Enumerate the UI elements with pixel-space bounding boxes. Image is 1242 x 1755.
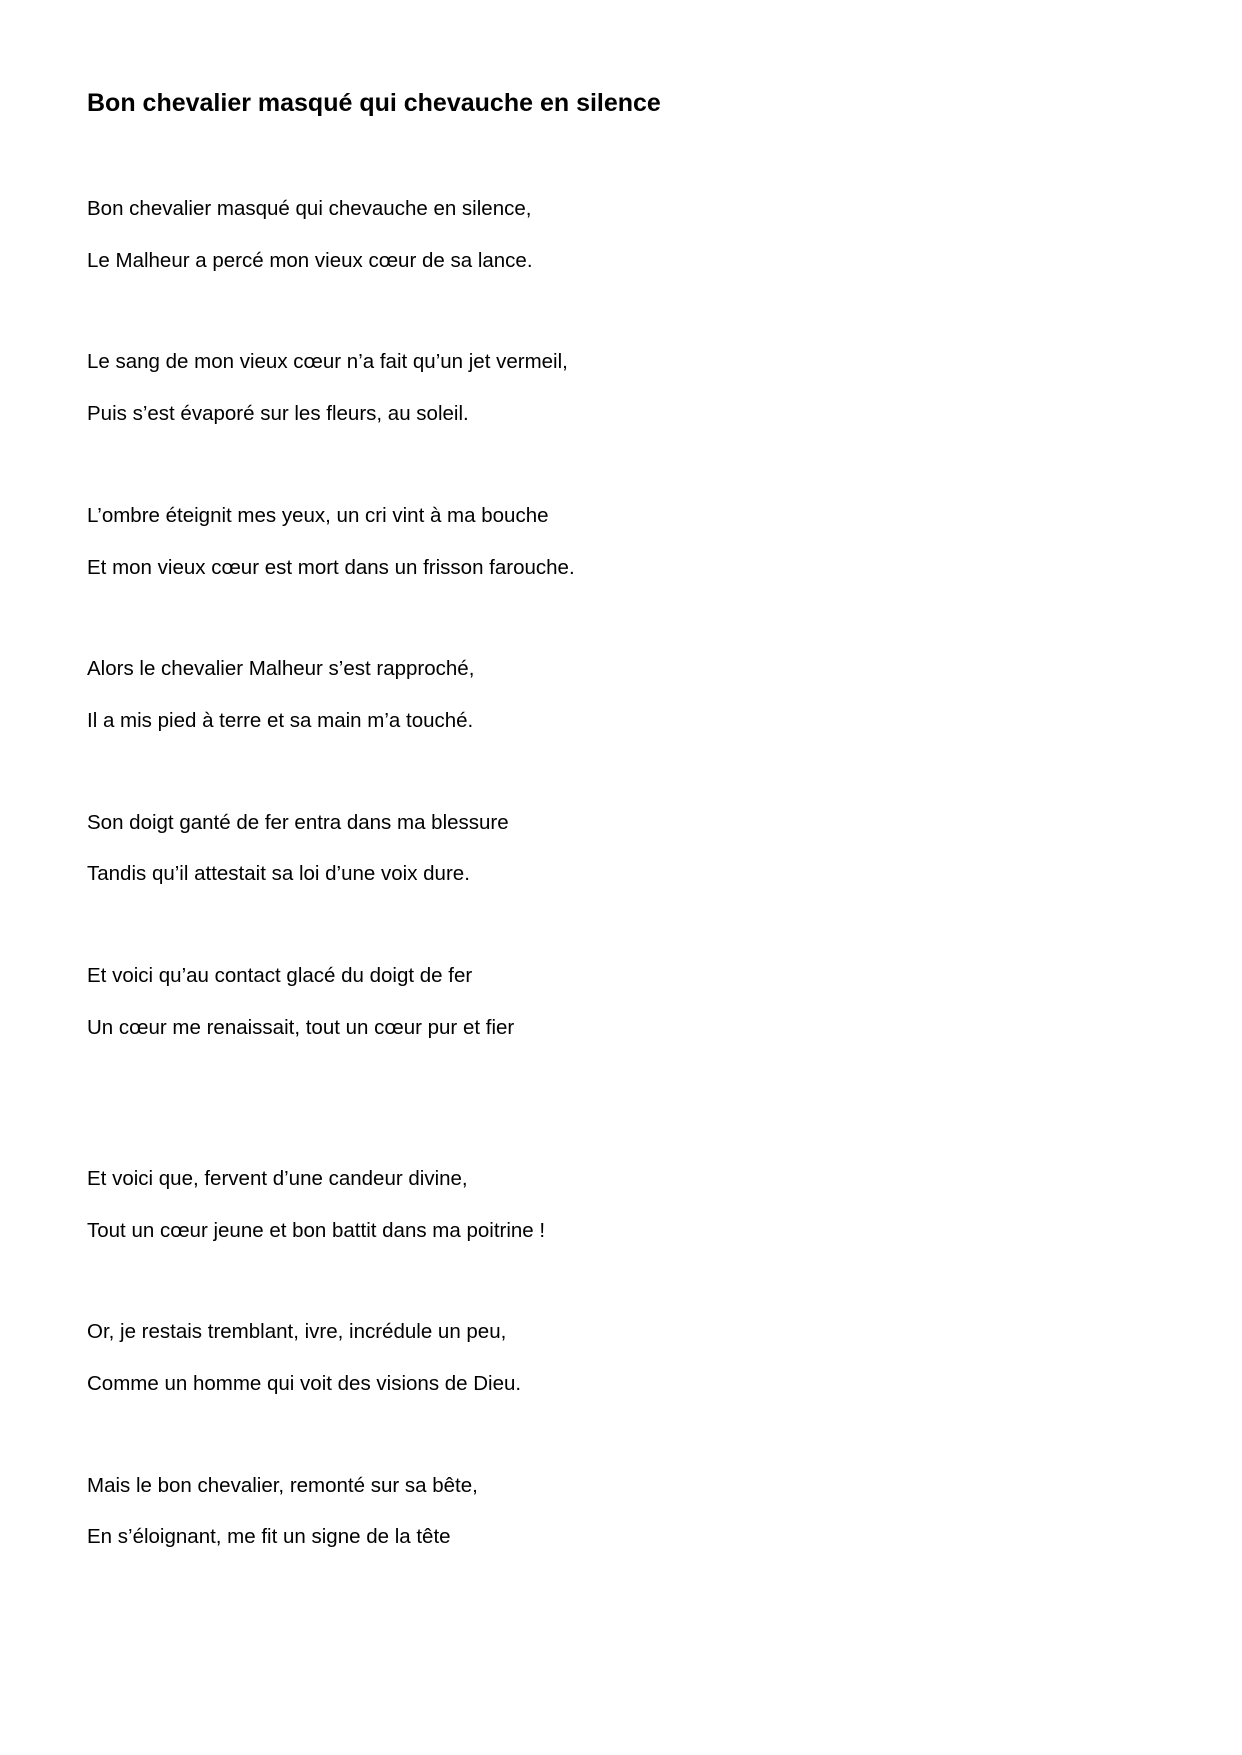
poem-line: Et voici qu’au contact glacé du doigt de fer (87, 964, 473, 987)
poem-line: Or, je restais tremblant, ivre, incrédule un peu, (87, 1320, 507, 1343)
poem-title: Bon chevalier masqué qui chevauche en silence (87, 89, 661, 117)
poem-line: Mais le bon chevalier, remonté sur sa bête, (87, 1474, 478, 1497)
poem-line: Tandis qu’il attestait sa loi d’une voix dure. (87, 862, 470, 885)
poem-line: Alors le chevalier Malheur s’est rapproché, (87, 657, 475, 680)
poem-line: Puis s’est évaporé sur les fleurs, au soleil. (87, 402, 469, 425)
poem-line: Et mon vieux cœur est mort dans un frisson farouche. (87, 556, 575, 579)
poem-line: En s’éloignant, me fit un signe de la tête (87, 1525, 451, 1548)
poem-line: Bon chevalier masqué qui chevauche en silence, (87, 197, 532, 220)
poem-line: Il a mis pied à terre et sa main m’a touché. (87, 709, 474, 732)
poem-line: Le Malheur a percé mon vieux cœur de sa lance. (87, 249, 533, 272)
poem-line: L’ombre éteignit mes yeux, un cri vint à ma bouche (87, 504, 549, 527)
poem-line: Le sang de mon vieux cœur n’a fait qu’un jet vermeil, (87, 350, 568, 373)
poem-line: Son doigt ganté de fer entra dans ma blessure (87, 811, 509, 834)
poem-line: Et voici que, fervent d’une candeur divine, (87, 1167, 468, 1190)
poem-line: Comme un homme qui voit des visions de Dieu. (87, 1372, 522, 1395)
poem-line: Tout un cœur jeune et bon battit dans ma poitrine ! (87, 1219, 546, 1242)
poem-line: Un cœur me renaissait, tout un cœur pur et fier (87, 1016, 515, 1039)
